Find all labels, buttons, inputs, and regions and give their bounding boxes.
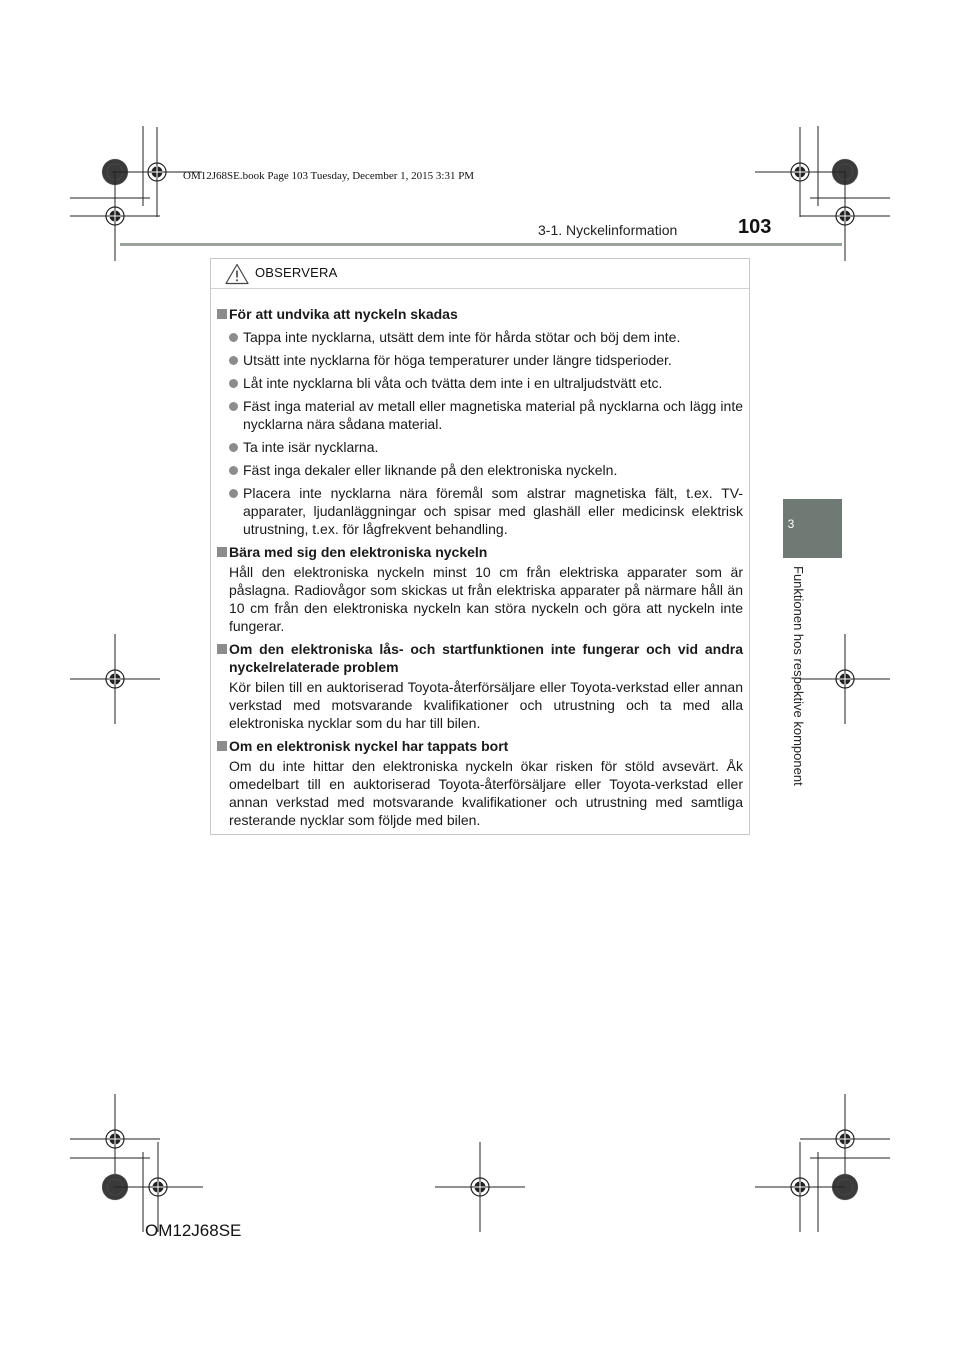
section-heading: Om en elektronisk nyckel har tappats bort bbox=[215, 737, 743, 755]
chapter-side-label-text: Funktionen hos respektive komponent bbox=[791, 566, 806, 786]
list-item: Utsätt inte nycklarna för höga temperaturer under längre tidsperioder. bbox=[215, 351, 743, 369]
square-bullet-icon bbox=[217, 644, 227, 654]
section-title: 3-1. Nyckelinformation bbox=[538, 222, 678, 238]
list-item: Fäst inga material av metall eller magnetiska material på nycklarna och lägg inte nycklarna nära sådana material. bbox=[215, 397, 743, 433]
warning-triangle-icon bbox=[225, 263, 249, 285]
notice-title: OBSERVERA bbox=[255, 265, 338, 280]
list-item: Låt inte nycklarna bli våta och tvätta dem inte i en ultraljudstvätt etc. bbox=[215, 374, 743, 392]
header-rule bbox=[120, 243, 842, 246]
list-item: Fäst inga dekaler eller liknande på den elektroniska nyckeln. bbox=[215, 461, 743, 479]
book-info: OM12J68SE.book Page 103 Tuesday, December 1, 2015 3:31 PM bbox=[183, 170, 475, 182]
circle-bullet-icon bbox=[229, 333, 238, 342]
square-bullet-icon bbox=[217, 547, 227, 557]
footer-code: OM12J68SE bbox=[145, 1221, 242, 1240]
circle-bullet-icon bbox=[229, 356, 238, 365]
circle-bullet-icon bbox=[229, 379, 238, 388]
notice-header bbox=[211, 259, 749, 289]
list-item: Ta inte isär nycklarna. bbox=[215, 438, 743, 456]
notice-body bbox=[211, 289, 749, 829]
section-heading: Bära med sig den elektroniska nyckeln bbox=[215, 543, 743, 561]
bullet-list bbox=[215, 328, 743, 538]
list-item: Tappa inte nycklarna, utsätt dem inte för hårda stötar och böj dem inte. bbox=[215, 328, 743, 346]
circle-bullet-icon bbox=[229, 466, 238, 475]
list-item: Placera inte nycklarna nära föremål som alstrar magnetiska fält, t.ex. TV-apparater, ljudanläggningar och spisar med glashäll eller medicinsk elektrisk utrustning, t.ex. för lågfrekvent behandling. bbox=[215, 484, 743, 538]
circle-bullet-icon bbox=[229, 489, 238, 498]
page-number: 103 bbox=[738, 216, 772, 238]
section-text: Om du inte hittar den elektroniska nyckeln ökar risken för stöld avsevärt. Åk omedelbart till en auktoriserad Toyota-återförsäljare eller Toyota-verkstad eller annan verkstad med motsvarande kvalifikationer och utrustning med samtliga resterande nycklar som följde med bilen. bbox=[229, 758, 743, 828]
circle-bullet-icon bbox=[229, 402, 238, 411]
square-bullet-icon bbox=[217, 741, 227, 751]
section-text: Håll den elektroniska nyckeln minst 10 cm från elektriska apparater som är påslagna. Radiovågor som skickas ut från elektriska apparater på närmare håll än 10 cm från den elektroniska nyckeln kan störa nyckeln och göra att nyckeln inte fungerar. bbox=[229, 564, 743, 634]
notice-box bbox=[210, 258, 750, 835]
circle-bullet-icon bbox=[229, 443, 238, 452]
section-text: Kör bilen till en auktoriserad Toyota-återförsäljare eller Toyota-verkstad eller annan verkstad med motsvarande kvalifikationer och utrustning och ta med alla elektroniska nycklar som du har till bilen. bbox=[229, 679, 743, 731]
section-heading: Om den elektroniska lås- och startfunktionen inte fungerar och vid andra nyckelrelaterade problem bbox=[215, 640, 743, 676]
square-bullet-icon bbox=[217, 309, 227, 319]
section-heading: För att undvika att nyckeln skadas bbox=[215, 305, 743, 323]
chapter-side-label bbox=[786, 566, 806, 816]
chapter-tab-number: 3 bbox=[787, 517, 795, 531]
